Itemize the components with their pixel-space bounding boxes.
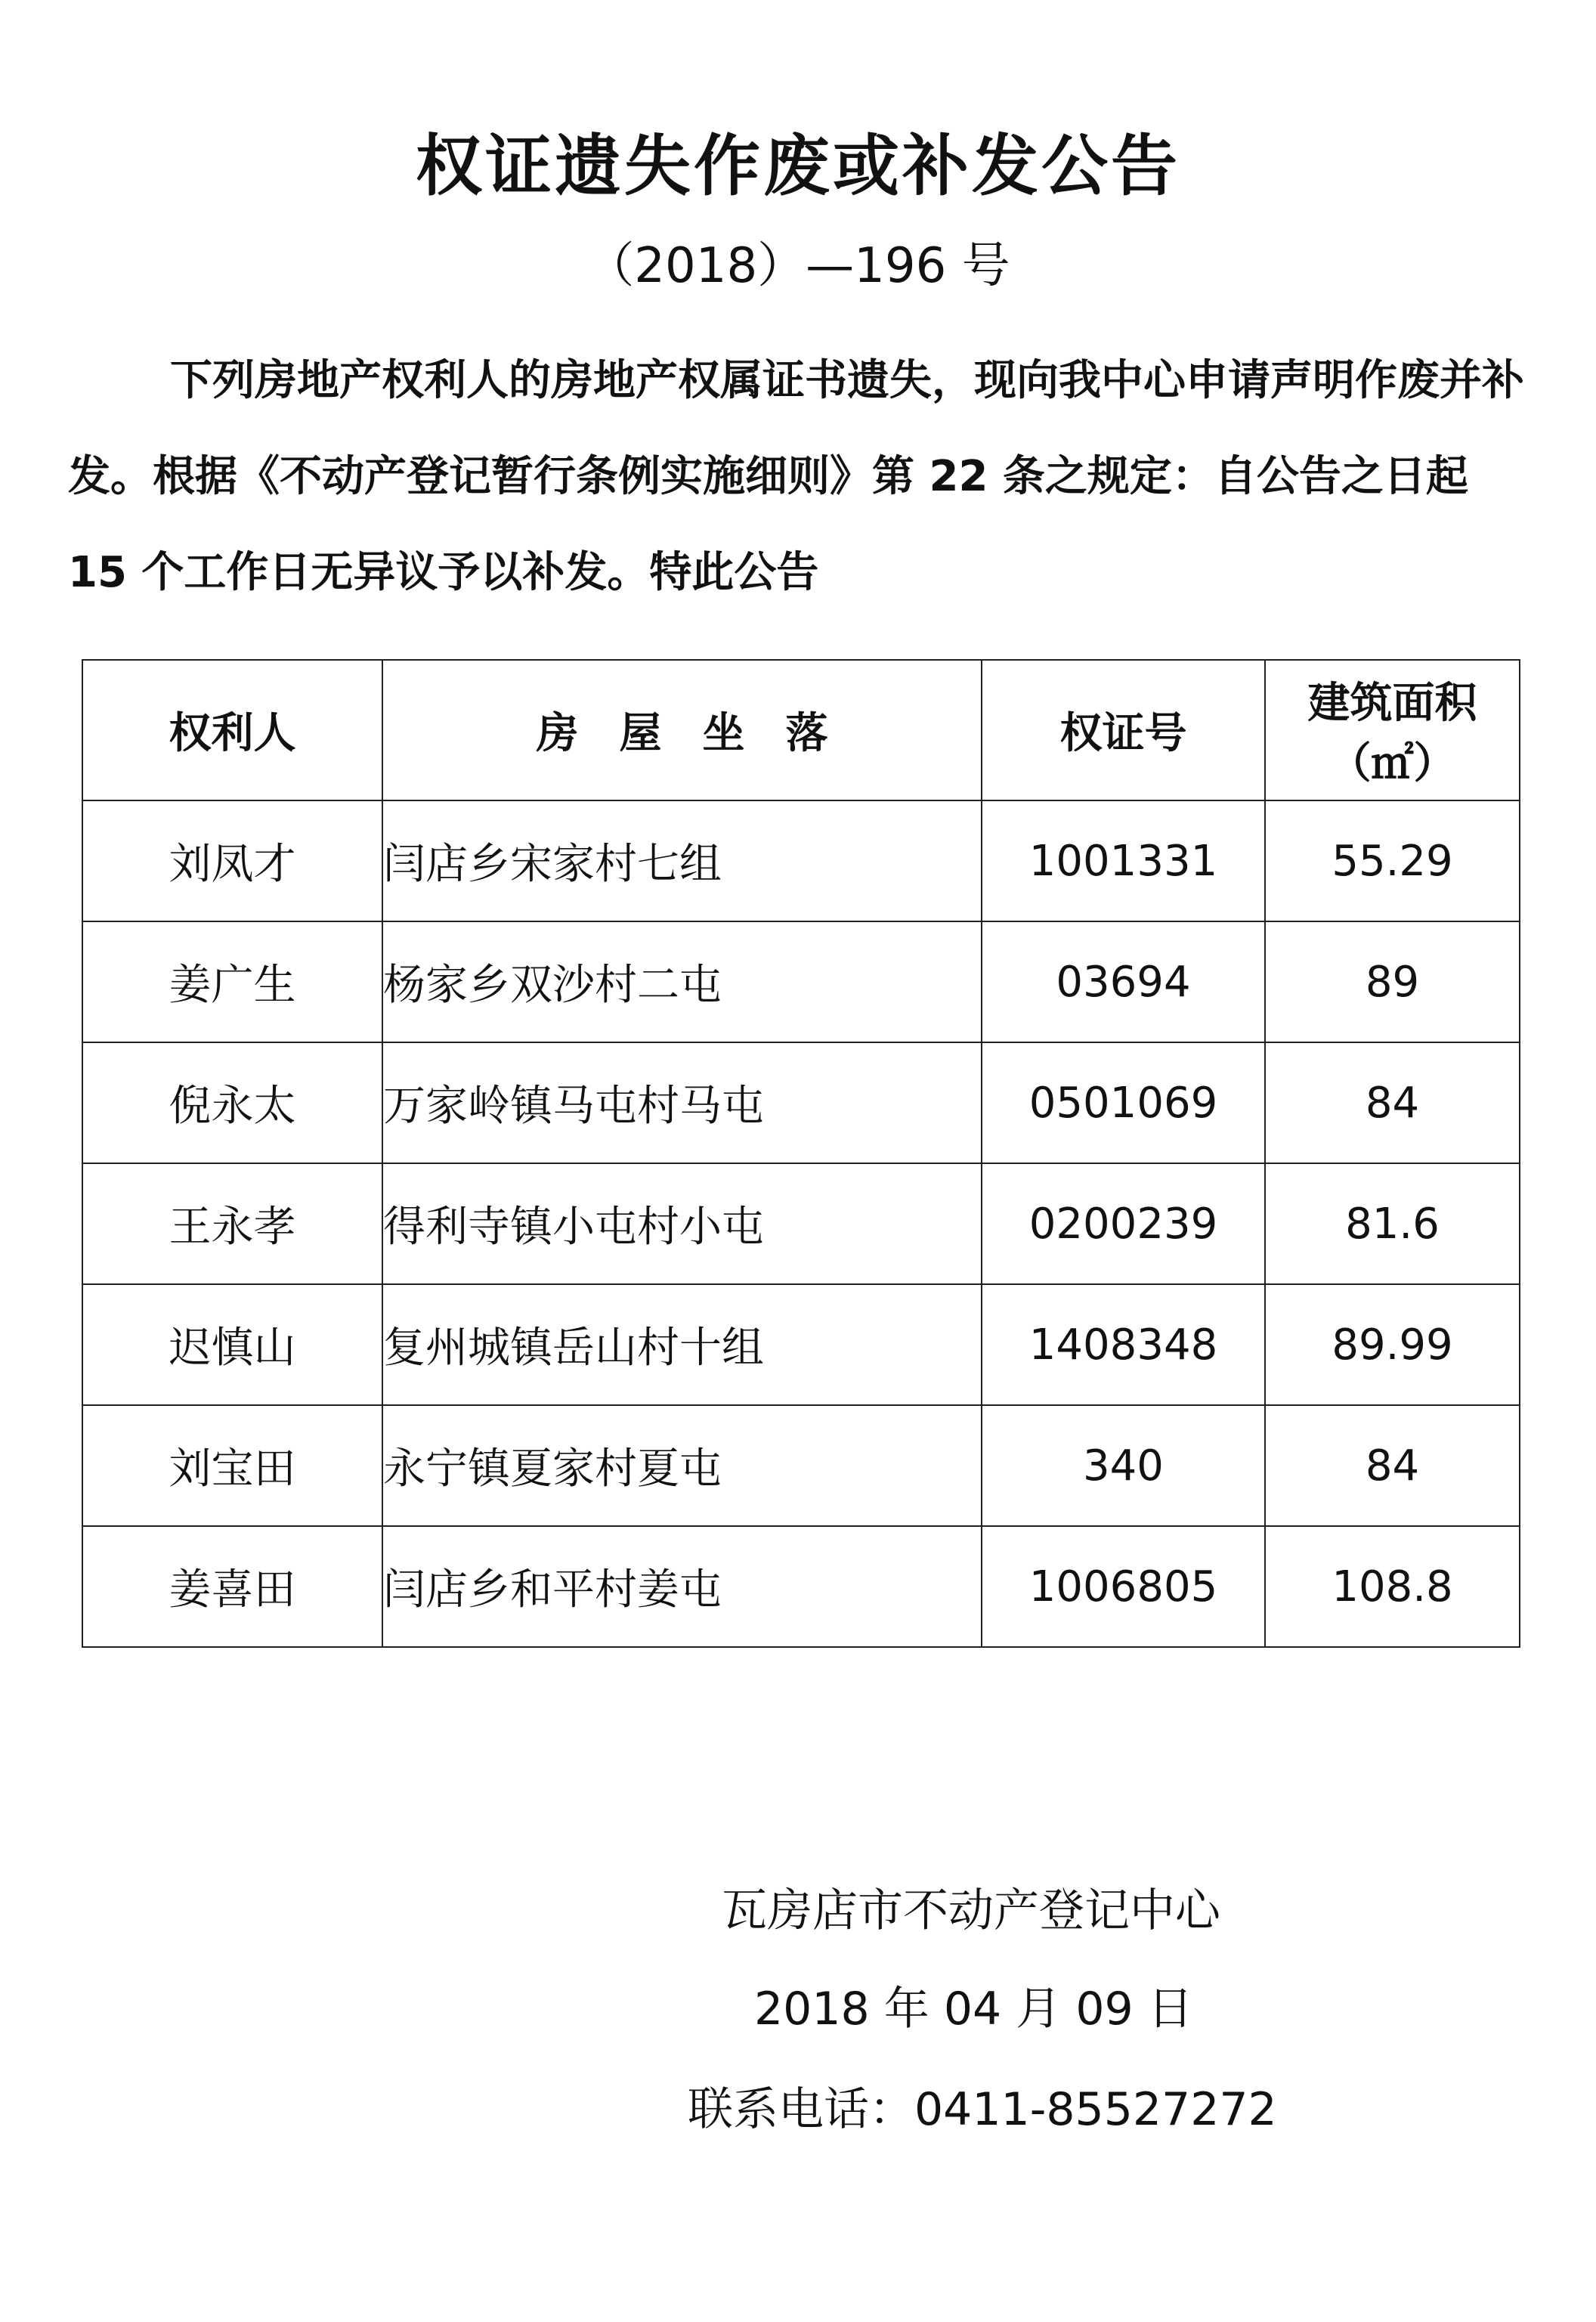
cert-no-cell: 1001331: [982, 800, 1265, 921]
area-cell: 84: [1265, 1405, 1520, 1526]
cert-no-cell: 1408348: [982, 1284, 1265, 1405]
location-cell: 复州城镇岳山村十组: [382, 1284, 982, 1405]
location-cell: 永宁镇夏家村夏屯: [382, 1405, 982, 1526]
area-cell: 108.8: [1265, 1526, 1520, 1647]
owner-cell: 姜广生: [82, 921, 382, 1042]
table-row: [82, 1405, 1520, 1526]
location-cell: 万家岭镇马屯村马屯: [382, 1042, 982, 1163]
area-cell: 84: [1265, 1042, 1520, 1163]
header-location: [382, 660, 982, 800]
cert-no-cell: 0501069: [982, 1042, 1265, 1163]
owner-cell: 刘凤才: [82, 800, 382, 921]
header-owner: 权利人: [82, 660, 382, 800]
area-cell: 89.99: [1265, 1284, 1520, 1405]
contact-phone: 联系电话：0411-85527272: [688, 2083, 1277, 2136]
owner-cell: 迟慎山: [82, 1284, 382, 1405]
area-cell: 81.6: [1265, 1163, 1520, 1284]
notice-title: 权证遗失作废或补发公告: [415, 127, 1180, 205]
table-row: [82, 800, 1520, 921]
location-cell: 得利寺镇小屯村小屯: [382, 1163, 982, 1284]
issue-date: 2018 年 04 月 09 日: [754, 1983, 1193, 2036]
table-row: [82, 1284, 1520, 1405]
cert-no-cell: 340: [982, 1405, 1265, 1526]
cert-no-cell: 1006805: [982, 1526, 1265, 1647]
header-cert-no: 权证号: [982, 660, 1265, 800]
table-row: [82, 1526, 1520, 1647]
table-row: [82, 1163, 1520, 1284]
owner-cell: 王永孝: [82, 1163, 382, 1284]
location-cell: 闫店乡宋家村七组: [382, 800, 982, 921]
location-cell: 闫店乡和平村姜屯: [382, 1526, 982, 1647]
owner-cell: 姜喜田: [82, 1526, 382, 1647]
location-cell: 杨家乡双沙村二屯: [382, 921, 982, 1042]
cert-no-cell: 03694: [982, 921, 1265, 1042]
owner-cell: 刘宝田: [82, 1405, 382, 1526]
issuing-organization: 瓦房店市不动产登记中心: [722, 1884, 1220, 1937]
area-cell: 89: [1265, 921, 1520, 1042]
header-area-unit: （㎡）: [1328, 739, 1456, 788]
header-location-label: 房屋坐落: [536, 709, 869, 758]
table-row: [82, 1042, 1520, 1163]
notice-number: （2018）—196 号: [586, 238, 1010, 294]
area-cell: 55.29: [1265, 800, 1520, 921]
table-header-row: [82, 660, 1520, 800]
header-area: [1265, 660, 1520, 800]
table-row: [82, 921, 1520, 1042]
header-area-label: 建筑面积: [1307, 679, 1477, 728]
cert-no-cell: 0200239: [982, 1163, 1265, 1284]
notice-body: 下列房地产权利人的房地产权属证书遗失，现向我中心申请声明作废并补发。根据《不动产登记暂行条例实施细则》第 22 条之规定：自公告之日起 15 个工作日无异议予以补发。特此公告: [68, 356, 1524, 597]
records-table: [82, 659, 1520, 1648]
owner-cell: 倪永太: [82, 1042, 382, 1163]
